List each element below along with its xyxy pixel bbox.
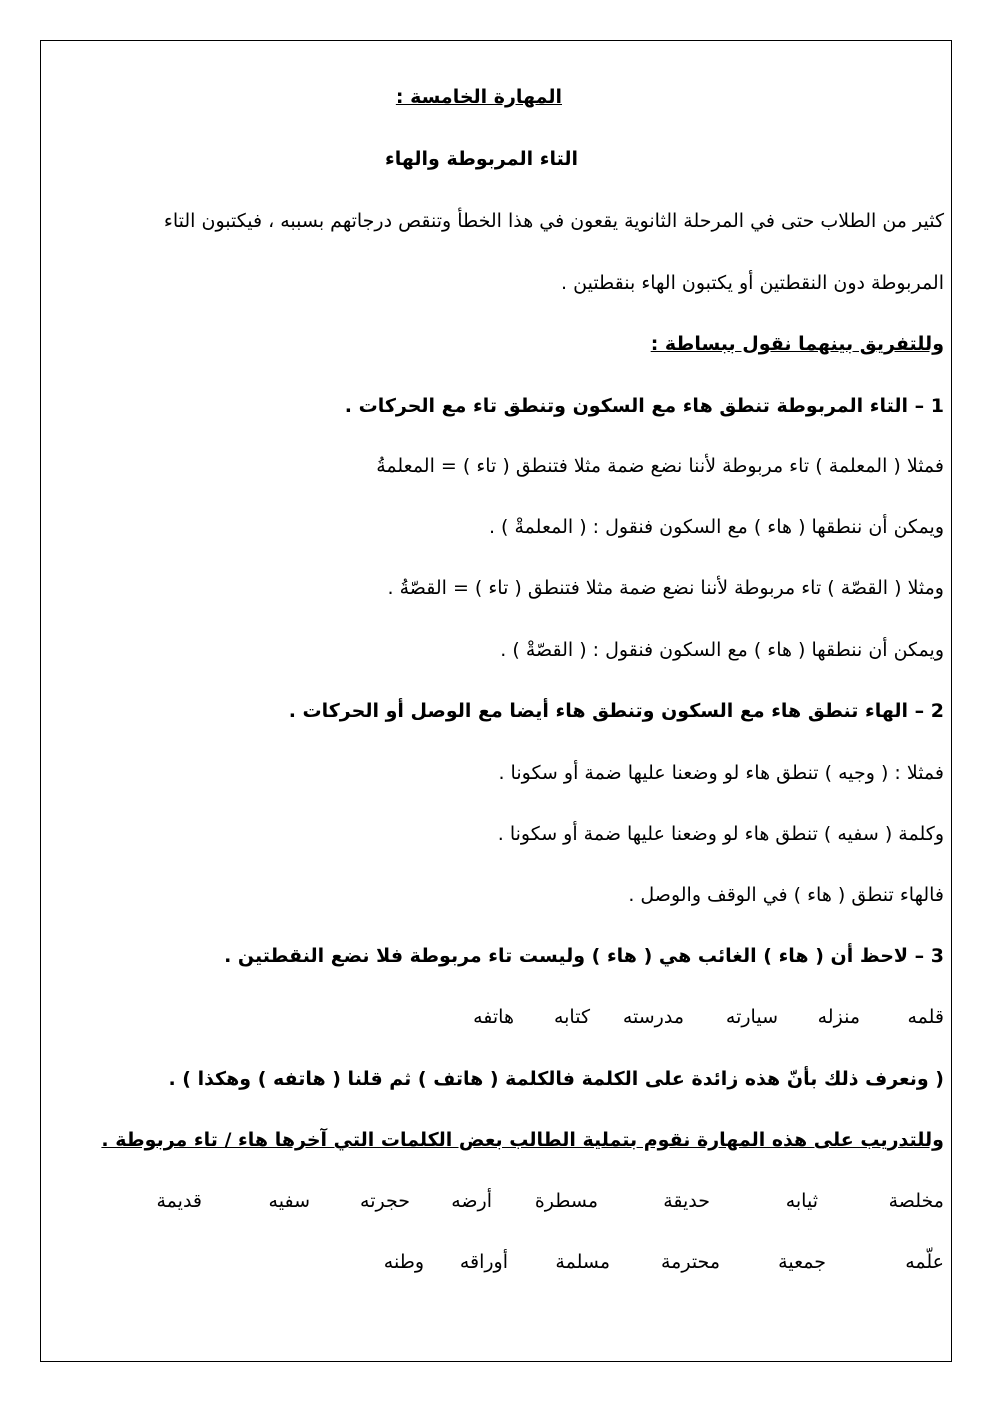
training-word-row-1 [100, 1188, 944, 1214]
rule-1-example-4: ويمكن أن ننطقها ( هاء ) مع السكون فنقول : ( القصّةْ ) . [500, 639, 944, 661]
page-title: المهارة الخامسة : [395, 86, 562, 108]
list-item: حجرته [360, 1190, 410, 1212]
rule-3-note: ( ونعرف ذلك بأنّ هذه زائدة على الكلمة فالكلمة ( هاتف ) ثم قلنا ( هاتفه ) وهكذا ) . [168, 1068, 944, 1090]
rule-2-example-3: فالهاء تنطق ( هاء ) في الوقف والوصل . [628, 884, 944, 906]
list-item: ثيابه [785, 1190, 818, 1212]
list-item: وطنه [383, 1251, 424, 1273]
difference-heading: وللتفريق بينهما نقول ببساطة : [650, 333, 944, 355]
list-item: مخلصة [888, 1190, 944, 1212]
list-item: علّمه [905, 1251, 944, 1273]
rule-1-example-3: ومثلا ( القصّة ) تاء مربوطة لأننا نضع ضمة مثلا فتنطق ( تاء ) = القصّةُ . [387, 577, 944, 599]
list-item: مسطرة [534, 1190, 598, 1212]
rule-3-title: 3 – لاحظ أن ( هاء ) الغائب هي ( هاء ) وليست تاء مربوطة فلا نضع النقطتين . [224, 945, 944, 967]
rule-1-title: 1 – التاء المربوطة تنطق هاء مع السكون وتنطق تاء مع الحركات . [344, 395, 944, 417]
rule-2-example-1: فمثلا : ( وجيه ) تنطق هاء لو وضعنا عليها ضمة أو سكونا . [498, 762, 944, 784]
list-item: قديمة [156, 1190, 202, 1212]
list-item: جمعية [778, 1251, 826, 1273]
list-item: سيارته [725, 1006, 778, 1028]
rule-1-example-1: فمثلا ( المعلمة ) تاء مربوطة لأننا نضع ضمة مثلا فتنطق ( تاء ) = المعلمةُ [376, 455, 944, 477]
intro-line-2: المربوطة دون النقطتين أو يكتبون الهاء بنقطتين . [561, 272, 944, 294]
list-item: حديقة [663, 1190, 710, 1212]
training-heading: وللتدريب على هذه المهارة نقوم بتملية الطالب بعض الكلمات التي آخرها هاء / تاء مربوطة . [101, 1129, 944, 1151]
list-item: مدرسته [622, 1006, 684, 1028]
rule-2-example-2: وكلمة ( سفيه ) تنطق هاء لو وضعنا عليها ضمة أو سكونا . [497, 823, 944, 845]
training-word-row-2 [100, 1249, 944, 1275]
intro-line-1: كثير من الطلاب حتى في المرحلة الثانوية يقعون في هذا الخطأ وتنقص درجاتهم بسببه ، فيكتبون التاء [163, 210, 944, 232]
list-item: محترمة [660, 1251, 720, 1273]
list-item: هاتفه [473, 1006, 514, 1028]
list-item: كتابه [553, 1006, 590, 1028]
list-item: أوراقه [459, 1251, 508, 1273]
list-item: منزله [817, 1006, 860, 1028]
list-item: سفيه [268, 1190, 310, 1212]
list-item: قلمه [907, 1006, 944, 1028]
list-item: أرضه [451, 1190, 492, 1212]
rule-3-word-list [100, 1004, 944, 1030]
list-item: مسلمة [555, 1251, 610, 1273]
rule-1-example-2: ويمكن أن ننطقها ( هاء ) مع السكون فنقول : ( المعلمةْ ) . [488, 516, 944, 538]
page-subtitle: التاء المربوطة والهاء [385, 148, 578, 170]
rule-2-title: 2 – الهاء تنطق هاء مع السكون وتنطق هاء أيضا مع الوصل أو الحركات . [288, 700, 944, 722]
